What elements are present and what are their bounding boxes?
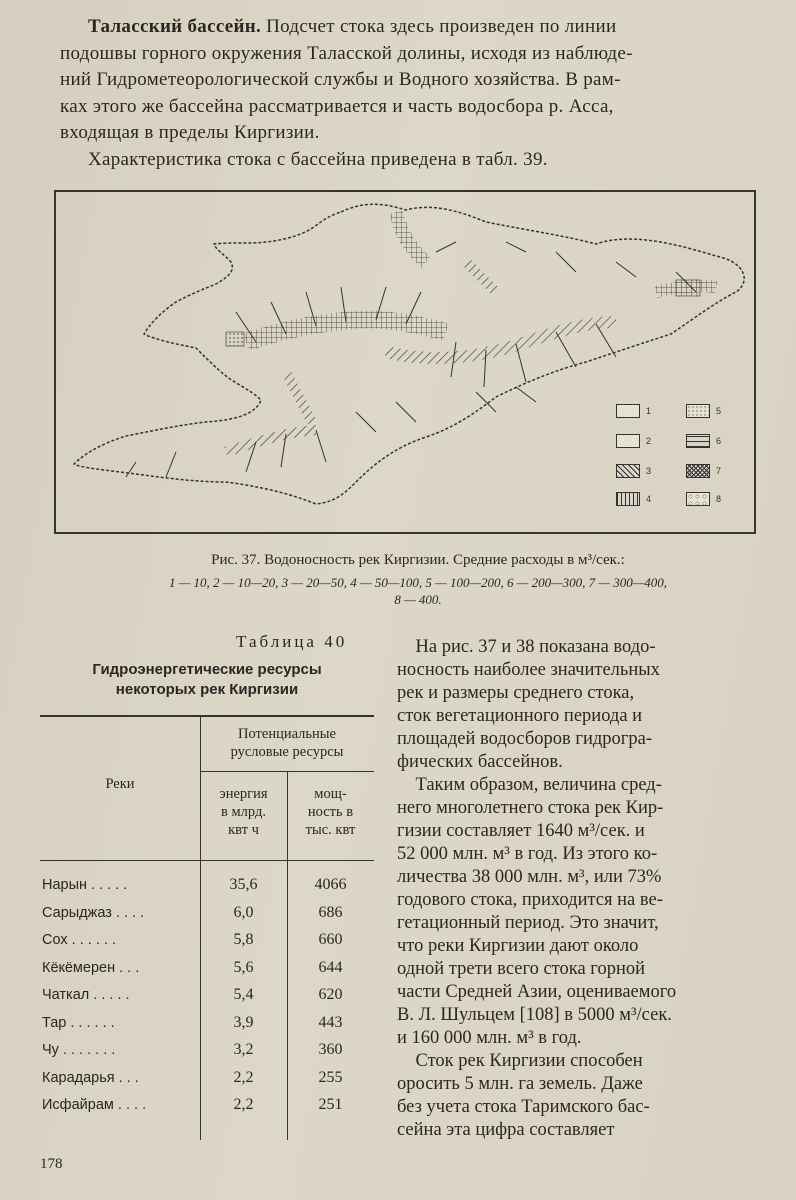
power-value: 660	[318, 931, 343, 948]
table-header-rule	[40, 860, 374, 861]
text-line: и 160 000 млн. м³ в год.	[397, 1028, 582, 1048]
text-line: фических бассейнов.	[397, 752, 563, 772]
table-title	[40, 660, 374, 700]
text-line: носность наиболее значительных	[397, 660, 660, 680]
text-line: годового стока, приходится на ве-	[397, 890, 663, 910]
intro-line: Подсчет стока здесь произведен по линии	[261, 16, 617, 37]
legend-swatch	[686, 492, 710, 506]
legend-item: 4	[616, 492, 651, 506]
legend-item: 5	[686, 404, 721, 418]
text-line: него многолетнего стока рек Кир-	[397, 798, 664, 818]
col-header-river: Реки	[105, 776, 135, 792]
energy-value: 2,2	[233, 1068, 254, 1086]
text-line: одной трети всего стока горной	[397, 959, 645, 979]
figure-caption-items	[60, 574, 776, 608]
river-name: Сарыджаз . . . .	[42, 904, 145, 921]
energy-value: 5,6	[233, 958, 254, 976]
text-line: 52 000 млн. м³ в год. Из этого ко-	[397, 844, 658, 864]
power-value: 255	[318, 1068, 343, 1086]
energy-value: 6,0	[233, 903, 254, 921]
power-value: 360	[318, 1041, 343, 1058]
right-column-text	[397, 636, 757, 1142]
energy-value: 3,9	[233, 1013, 254, 1031]
col-header-group: Потенциальные русловые ресурсы	[230, 726, 344, 760]
table-title-line: некоторых рек Киргизии	[115, 681, 299, 698]
figure-caption: Рис. 37. Водоносность рек Киргизии. Средние расходы в м³/сек.:	[211, 552, 625, 568]
text-line: оросить 5 млн. га земель. Даже	[397, 1074, 643, 1094]
text-line: без учета стока Таримского бас-	[397, 1097, 650, 1117]
text-line: площадей водосборов гидрогра-	[397, 729, 653, 749]
text-line: В. Л. Шульцем [108] в 5000 м³/сек.	[397, 1005, 672, 1025]
map-drawing	[56, 192, 754, 532]
river-name: Тар . . . . . .	[42, 1014, 115, 1031]
text-line: На рис. 37 и 38 показана водо-	[397, 637, 656, 657]
col-header-power: мощ- ность в тыс. квт	[305, 786, 356, 838]
power-value: 644	[318, 958, 343, 976]
legend-item: 1	[616, 404, 651, 418]
power-value: 251	[318, 1096, 343, 1113]
text-line: сейна эта цифра составляет	[397, 1120, 615, 1140]
caption-items-line: 8 — 400.	[394, 592, 442, 607]
legend-item: 6	[686, 434, 721, 448]
legend-swatch	[616, 492, 640, 506]
table-title-line: Гидроэнергетические ресурсы	[92, 661, 322, 678]
table-group-rule	[200, 771, 374, 772]
legend-item: 8	[686, 492, 721, 506]
table-number: Таблица 40	[236, 632, 348, 651]
text-line: сток вегетационного периода и	[397, 706, 643, 726]
page-number: 178	[40, 1156, 63, 1172]
section-lead: Таласский бассейн.	[88, 16, 262, 37]
intro-line: ний Гидрометеорологической службы и Водного хозяйства. В рам-	[60, 69, 621, 90]
legend-item: 2	[616, 434, 651, 448]
legend-item: 7	[686, 464, 721, 478]
text-line: рек и размеры среднего стока,	[397, 683, 635, 703]
legend-swatch	[616, 404, 640, 418]
intro-line: подошвы горного окружения Таласской долины, исходя из наблюде-	[60, 42, 633, 64]
river-name: Исфайрам . . . .	[42, 1097, 147, 1113]
text-line: Сток рек Киргизии способен	[397, 1051, 643, 1071]
energy-value: 5,4	[233, 986, 254, 1003]
table-top-rule	[40, 715, 374, 717]
river-name: Сох . . . . . .	[42, 932, 116, 948]
text-line: Таким образом, величина сред-	[397, 775, 662, 795]
power-value: 4066	[314, 876, 347, 893]
intro-paragraph	[60, 14, 776, 173]
col-header-energy: энергия в млрд. квт ч	[219, 786, 268, 838]
energy-value: 2,2	[233, 1096, 254, 1113]
energy-value: 3,2	[233, 1041, 254, 1058]
kyrgyzstan-rivers-map	[54, 190, 756, 534]
text-line: гетационный период. Это значит,	[397, 913, 659, 933]
power-value: 620	[318, 986, 343, 1003]
legend-swatch	[686, 434, 710, 448]
river-name: Чаткал . . . . .	[42, 987, 130, 1003]
power-value: 686	[318, 903, 343, 921]
river-name: Кёкёмерен . . .	[42, 959, 140, 976]
text-line: личества 38 000 млн. м³, или 73%	[397, 867, 662, 887]
legend-item: 3	[616, 464, 651, 478]
power-value: 443	[318, 1013, 343, 1031]
intro-line: входящая в пределы Киргизии.	[60, 122, 320, 143]
river-name: Карадарья . . .	[42, 1069, 139, 1086]
legend-swatch	[686, 404, 710, 418]
legend-swatch	[616, 464, 640, 478]
energy-value: 35,6	[229, 876, 258, 893]
text-line: гизии составляет 1640 м³/сек. и	[397, 821, 645, 841]
text-line: части Средней Азии, оцениваемого	[397, 982, 677, 1002]
energy-value: 5,8	[233, 931, 254, 948]
caption-items-line: 1 — 10, 2 — 10—20, 3 — 20—50, 4 — 50—100, 5 — 100—200, 6 — 200—300, 7 — 300—400,	[168, 575, 668, 590]
intro-next-line: Характеристика стока с бассейна приведена в табл. 39.	[88, 148, 548, 170]
intro-line: ках этого же бассейна рассматривается и часть водосбора р. Асса,	[60, 95, 614, 117]
text-line: что реки Киргизии дают около	[397, 936, 639, 956]
river-name: Нарын . . . . .	[42, 877, 128, 893]
river-name: Чу . . . . . . .	[42, 1042, 116, 1058]
legend-swatch	[686, 464, 710, 478]
legend-swatch	[616, 434, 640, 448]
